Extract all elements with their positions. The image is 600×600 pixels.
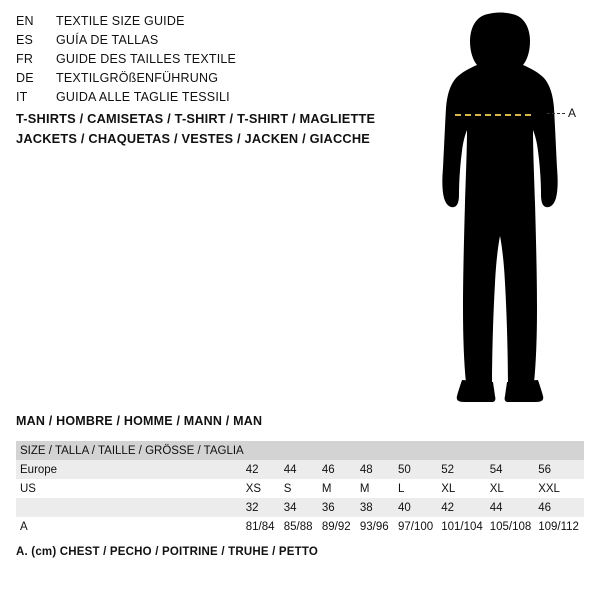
table-header-cell: [396, 441, 439, 460]
table-cell: 42: [439, 498, 487, 517]
chest-measure-label: A: [568, 106, 577, 120]
measurement-footnote: A. (cm) CHEST / PECHO / POITRINE / TRUHE / PETTO: [16, 546, 319, 558]
chest-measure-line: [455, 114, 531, 116]
table-cell: 32: [244, 498, 282, 517]
legend-row: [16, 90, 376, 109]
table-cell: 105/108: [488, 517, 536, 536]
table-row: [16, 479, 584, 498]
table-cell: 81/84: [244, 517, 282, 536]
table-header-cell: [536, 441, 584, 460]
row-label: US: [16, 479, 244, 498]
row-label: A: [16, 517, 244, 536]
table-header-cell: [320, 441, 358, 460]
product-category-headings: [16, 109, 396, 149]
legend-language-text: TEXTILGRÖßENFÜHRUNG: [56, 71, 219, 85]
chest-measure-leader: [547, 113, 565, 114]
legend-row: [16, 71, 376, 90]
table-cell: 40: [396, 498, 439, 517]
legend-row: [16, 14, 376, 33]
table-cell: 44: [488, 498, 536, 517]
silhouette-icon: [400, 8, 600, 408]
table-row: [16, 517, 584, 536]
table-cell: 109/112: [536, 517, 584, 536]
legend-language-code: ES: [16, 33, 34, 47]
table-cell: 101/104: [439, 517, 487, 536]
table-cell: 54: [488, 460, 536, 479]
table-cell: 38: [358, 498, 396, 517]
legend-row: [16, 33, 376, 52]
legend-language-text: TEXTILE SIZE GUIDE: [56, 14, 185, 28]
table-cell: 97/100: [396, 517, 439, 536]
heading-tshirts: T-SHIRTS / CAMISETAS / T-SHIRT / T-SHIRT / MAGLIETTE: [16, 111, 376, 126]
heading-jackets: JACKETS / CHAQUETAS / VESTES / JACKEN / GIACCHE: [16, 131, 371, 146]
table-header-cell: [488, 441, 536, 460]
legend-row: [16, 52, 376, 71]
table-cell: M: [358, 479, 396, 498]
table-header-label: SIZE / TALLA / TAILLE / GRÖSSE / TAGLIA: [16, 441, 244, 460]
table-cell: 48: [358, 460, 396, 479]
table-cell: L: [396, 479, 439, 498]
table-cell: 50: [396, 460, 439, 479]
legend-language-code: IT: [16, 90, 28, 104]
table-cell: 85/88: [282, 517, 320, 536]
table-cell: XS: [244, 479, 282, 498]
size-table: [16, 441, 584, 536]
legend-language-text: GUÍA DE TALLAS: [56, 33, 159, 47]
language-legend: [16, 14, 376, 109]
row-label: [16, 498, 244, 517]
table-cell: 42: [244, 460, 282, 479]
table-cell: 46: [536, 498, 584, 517]
table-cell: 89/92: [320, 517, 358, 536]
table-cell: S: [282, 479, 320, 498]
table-header-cell: [244, 441, 282, 460]
table-cell: XL: [439, 479, 487, 498]
body-silhouette-figure: [400, 8, 600, 408]
legend-language-text: GUIDA ALLE TAGLIE TESSILI: [56, 90, 230, 104]
table-header-cell: [282, 441, 320, 460]
legend-language-code: EN: [16, 14, 34, 28]
legend-language-text: GUIDE DES TAILLES TEXTILE: [56, 52, 237, 66]
table-row: [16, 460, 584, 479]
legend-language-code: DE: [16, 71, 34, 85]
table-cell: 56: [536, 460, 584, 479]
table-row: [16, 498, 584, 517]
table-header-row: [16, 441, 584, 460]
table-header-cell: [358, 441, 396, 460]
table-cell: M: [320, 479, 358, 498]
table-cell: 34: [282, 498, 320, 517]
table-cell: 36: [320, 498, 358, 517]
table-cell: 46: [320, 460, 358, 479]
table-cell: XL: [488, 479, 536, 498]
table-cell: XXL: [536, 479, 584, 498]
table-header-cell: [439, 441, 487, 460]
row-label: Europe: [16, 460, 244, 479]
table-title: MAN / HOMBRE / HOMME / MANN / MAN: [16, 414, 263, 428]
legend-language-code: FR: [16, 52, 34, 66]
table-cell: 52: [439, 460, 487, 479]
table-cell: 44: [282, 460, 320, 479]
table-cell: 93/96: [358, 517, 396, 536]
